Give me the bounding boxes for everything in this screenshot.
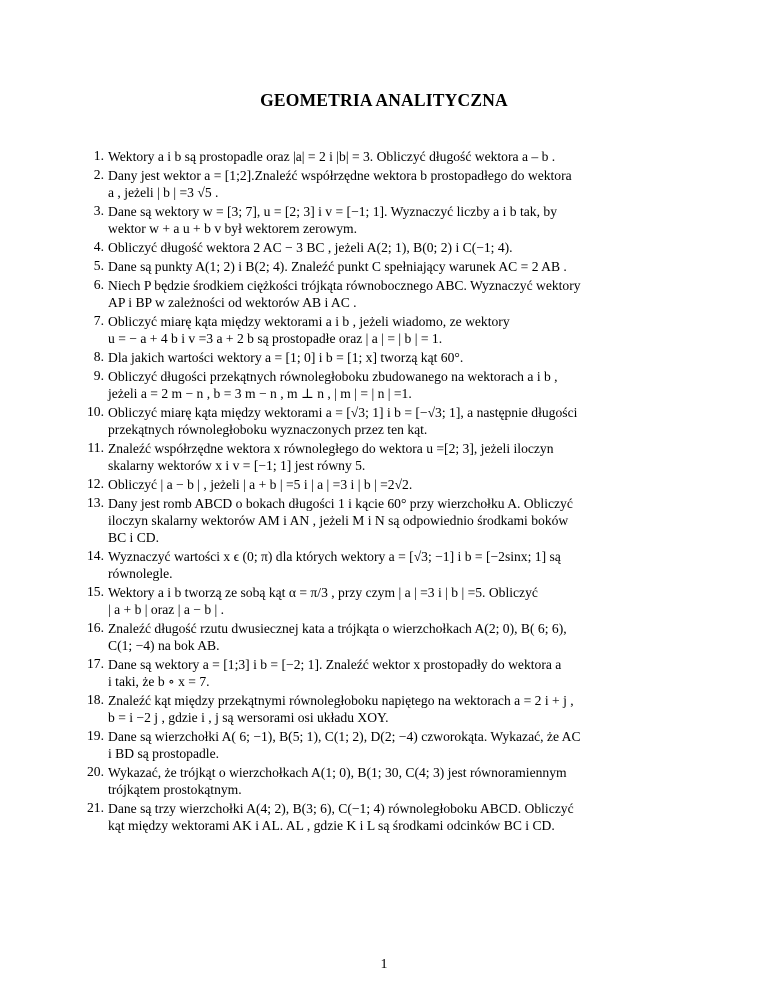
problem-number: 2. xyxy=(93,167,104,182)
problem-number: 18. xyxy=(87,692,104,707)
problem-number: 11. xyxy=(87,440,104,455)
problem-number: 4. xyxy=(93,239,104,254)
problem-line: | a + b | oraz | a − b | . xyxy=(108,602,225,617)
problem-number: 20. xyxy=(87,764,104,779)
problem-12 xyxy=(87,476,690,493)
problem-number: 1. xyxy=(93,148,104,163)
problem-9 xyxy=(93,368,690,402)
problem-18 xyxy=(87,692,690,726)
problem-number: 14. xyxy=(87,548,104,563)
problem-21 xyxy=(87,800,690,834)
problem-number: 7. xyxy=(93,313,104,328)
problem-line: Obliczyć miarę kąta między wektorami a = [√3; 1] i b = [−√3; 1], a następnie długości xyxy=(108,405,578,420)
problem-13 xyxy=(87,495,690,546)
page-number: 1 xyxy=(380,957,388,972)
problem-line: Dany jest wektor a = [1;2].Znaleźć współrzędne wektora b prostopadłego do wektora xyxy=(108,168,572,183)
problem-line: równolegle. xyxy=(108,566,173,581)
problem-line: a , jeżeli | b | =3 √5 . xyxy=(108,185,219,200)
problem-11 xyxy=(87,440,690,474)
problem-line: Wykazać, że trójkąt o wierzchołkach A(1; 0), B(1; 30, C(4; 3) jest równoramiennym xyxy=(108,765,567,780)
problem-number: 9. xyxy=(93,368,104,383)
problem-16 xyxy=(87,620,690,654)
problem-line: Znaleźć długość rzutu dwusiecznej kata a trójkąta o wierzchołkach A(2; 0), B( 6; 6), xyxy=(108,621,567,636)
problem-7 xyxy=(93,313,690,347)
problem-line: iloczyn skalarny wektorów AM i AN , jeżeli M i N są odpowiednio środkami boków xyxy=(108,513,569,528)
problem-line: Wyznaczyć wartości x ϵ (0; π) dla których wektory a = [√3; −1] i b = [−2sinx; 1] są xyxy=(108,549,561,564)
problem-5 xyxy=(93,258,690,275)
problem-3 xyxy=(93,203,690,237)
problem-14 xyxy=(87,548,690,582)
problem-line: Wektory a i b są prostopadle oraz |a| = 2 i |b| = 3. Obliczyć długość wektora a – b . xyxy=(108,149,556,164)
problem-line: wektor w + a u + b v był wektorem zerowym. xyxy=(108,221,358,236)
problem-17 xyxy=(87,656,690,690)
problem-line: Dane są wierzchołki A( 6; −1), B(5; 1), C(1; 2), D(2; −4) czworokąta. Wykazać, że AC xyxy=(108,729,581,744)
problem-10 xyxy=(87,404,690,438)
problem-line: Dane są punkty A(1; 2) i B(2; 4). Znaleźć punkt C spełniający warunek AC = 2 AB . xyxy=(108,259,567,274)
problem-line: C(1; −4) na bok AB. xyxy=(108,638,220,653)
problem-number: 6. xyxy=(93,277,104,292)
document-title: GEOMETRIA ANALITYCZNA xyxy=(260,90,508,110)
problem-1 xyxy=(93,148,690,165)
problem-line: kąt między wektorami AK i AL. AL , gdzie K i L są środkami odcinków BC i CD. xyxy=(108,818,555,833)
problem-line: Obliczyć miarę kąta między wektorami a i b , jeżeli wiadomo, ze wektory xyxy=(108,314,510,329)
problem-line: Dla jakich wartości wektory a = [1; 0] i b = [1; x] tworzą kąt 60°. xyxy=(108,350,464,365)
problem-line: i BD są prostopadle. xyxy=(108,746,220,761)
problem-15 xyxy=(87,584,690,618)
problem-8 xyxy=(93,349,690,366)
problem-line: przekątnych równoległoboku wyznaczonych przez ten kąt. xyxy=(108,422,428,437)
problem-line: skalarny wektorów x i v = [−1; 1] jest równy 5. xyxy=(108,458,366,473)
problem-line: Obliczyć | a − b | , jeżeli | a + b | =5 i | a | =3 i | b | =2√2. xyxy=(108,477,413,492)
problem-number: 17. xyxy=(87,656,104,671)
problem-number: 16. xyxy=(87,620,104,635)
problem-number: 3. xyxy=(93,203,104,218)
problem-number: 8. xyxy=(93,349,104,364)
problem-number: 21. xyxy=(87,800,104,815)
problem-2 xyxy=(93,167,690,201)
problem-line: Obliczyć długości przekątnych równoległoboku zbudowanego na wektorach a i b , xyxy=(108,369,558,384)
problem-line: Niech P będzie środkiem ciężkości trójkąta równobocznego ABC. Wyznaczyć wektory xyxy=(108,278,581,293)
problem-line: trójkątem prostokątnym. xyxy=(108,782,242,797)
problem-line: Obliczyć długość wektora 2 AC − 3 BC , jeżeli A(2; 1), B(0; 2) i C(−1; 4). xyxy=(108,240,513,255)
problem-line: AP i BP w zależności od wektorów AB i AC . xyxy=(108,295,357,310)
problem-20 xyxy=(87,764,690,798)
problem-line: Znaleźć współrzędne wektora x równoległego do wektora u =[2; 3], jeżeli iloczyn xyxy=(108,441,554,456)
problem-line: Dany jest romb ABCD o bokach długości 1 i kącie 60° przy wierzchołku A. Obliczyć xyxy=(108,496,573,511)
problem-line: i taki, że b ∘ x = 7. xyxy=(108,674,210,689)
problem-line: Znaleźć kąt między przekątnymi równoległoboku napiętego na wektorach a = 2 i + j , xyxy=(108,693,574,708)
problem-19 xyxy=(87,728,690,762)
problem-number: 12. xyxy=(87,476,104,491)
problem-number: 13. xyxy=(87,495,104,510)
problem-number: 10. xyxy=(87,404,104,419)
problem-number: 15. xyxy=(87,584,104,599)
problem-line: Dane są trzy wierzchołki A(4; 2), B(3; 6), C(−1; 4) równoległoboku ABCD. Obliczyć xyxy=(108,801,574,816)
problem-6 xyxy=(93,277,690,311)
problem-4 xyxy=(93,239,690,256)
problem-line: jeżeli a = 2 m − n , b = 3 m − n , m ⊥ n , | m | = | n | =1. xyxy=(108,386,412,401)
problem-number: 5. xyxy=(93,258,104,273)
problem-line: u = − a + 4 b i v =3 a + 2 b są prostopadłe oraz | a | = | b | = 1. xyxy=(108,331,443,346)
problem-line: BC i CD. xyxy=(108,530,159,545)
problem-number: 19. xyxy=(87,728,104,743)
problem-line: Wektory a i b tworzą ze sobą kąt α = π/3 , przy czym | a | =3 i | b | =5. Obliczyć xyxy=(108,585,538,600)
problem-line: b = i −2 j , gdzie i , j są wersorami osi układu XOY. xyxy=(108,710,389,725)
problem-line: Dane są wektory a = [1;3] i b = [−2; 1]. Znaleźć wektor x prostopadły do wektora a xyxy=(108,657,562,672)
problem-line: Dane są wektory w = [3; 7], u = [2; 3] i v = [−1; 1]. Wyznaczyć liczby a i b tak, by xyxy=(108,204,557,219)
